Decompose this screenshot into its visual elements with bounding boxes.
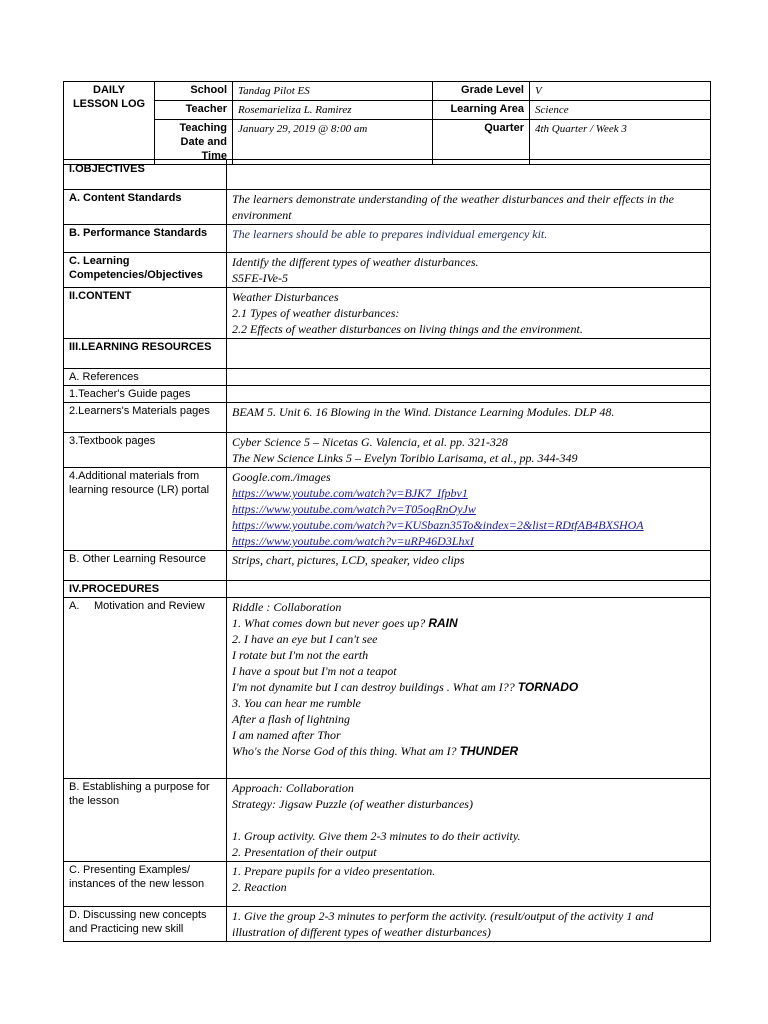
riddle-title: Riddle : Collaboration bbox=[232, 600, 342, 614]
motivation-letter: A. bbox=[69, 600, 80, 612]
additional-materials-value bbox=[227, 468, 711, 551]
textbook-line-2: The New Science Links 5 – Evelyn Toribio Larisama, et al., pp. 344-349 bbox=[232, 451, 578, 465]
quarter-label: Quarter bbox=[433, 120, 530, 165]
content-line-3: 2.2 Effects of weather disturbances on living things and the environment. bbox=[232, 322, 583, 336]
date-label: Teaching Date and Time bbox=[155, 120, 233, 165]
content-line-1: Weather Disturbances bbox=[232, 290, 339, 304]
examples-value bbox=[227, 862, 711, 907]
examples-step-2: 2. Reaction bbox=[232, 880, 287, 894]
riddle-2-answer: TORNADO bbox=[517, 680, 579, 694]
quarter-value: 4th Quarter / Week 3 bbox=[530, 120, 711, 165]
purpose-value bbox=[227, 779, 711, 862]
textbook-line-1: Cyber Science 5 – Nicetas G. Valencia, et al. pp. 321-328 bbox=[232, 435, 508, 449]
content-heading: II.CONTENT bbox=[64, 288, 227, 339]
content-line-2: 2.1 Types of weather disturbances: bbox=[232, 306, 400, 320]
additional-materials-label: 4.Additional materials from learning resource (LR) portal bbox=[64, 468, 227, 551]
riddle-2c: I have a spout but I'm not a teapot bbox=[232, 664, 397, 678]
purpose-step-2: 2. Presentation of their output bbox=[232, 845, 377, 859]
discussing-label: D. Discussing new concepts and Practicing new skill bbox=[64, 907, 227, 942]
examples-label: C. Presenting Examples/ instances of the new lesson bbox=[64, 862, 227, 907]
date-value: January 29, 2019 @ 8:00 am bbox=[233, 120, 433, 165]
textbook-value bbox=[227, 433, 711, 468]
daily-lesson-log-title: DAILY LESSON LOG bbox=[64, 82, 155, 165]
purpose-label: B. Establishing a purpose for the lesson bbox=[64, 779, 227, 862]
performance-standards-label: B. Performance Standards bbox=[64, 225, 227, 253]
riddle-3a: 3. You can hear me rumble bbox=[232, 696, 361, 710]
riddle-2b: I rotate but I'm not the earth bbox=[232, 648, 369, 662]
learning-resources-heading: III.LEARNING RESOURCES bbox=[64, 339, 227, 369]
school-value: Tandag Pilot ES bbox=[233, 82, 433, 101]
riddle-1 bbox=[232, 615, 705, 631]
grade-label: Grade Level bbox=[433, 82, 530, 101]
competencies-label: C. Learning Competencies/Objectives bbox=[64, 253, 227, 288]
riddle-2d-text: I'm not dynamite but I can destroy buildings . What am I?? bbox=[232, 680, 515, 694]
references-label: A. References bbox=[64, 369, 227, 386]
riddle-3b: After a flash of lightning bbox=[232, 712, 351, 726]
content-standards-value: The learners demonstrate understanding of the weather disturbances and their effects in the environment bbox=[227, 190, 711, 225]
objectives-empty bbox=[227, 160, 711, 190]
competencies-line-1: Identify the different types of weather disturbances. bbox=[232, 255, 479, 269]
riddle-3c: I am named after Thor bbox=[232, 728, 341, 742]
performance-standards-value: The learners should be able to prepares individual emergency kit. bbox=[227, 225, 711, 253]
lesson-table bbox=[63, 159, 711, 942]
content-standards-label: A. Content Standards bbox=[64, 190, 227, 225]
google-images-text: Google.com./images bbox=[232, 470, 331, 484]
objectives-heading: I.OBJECTIVES bbox=[64, 160, 227, 190]
youtube-link-3[interactable]: https://www.youtube.com/watch?v=KUSbazn35To&index=2&list=RDtfAB4BXSHOA bbox=[232, 518, 644, 532]
teachers-guide-label: 1.Teacher's Guide pages bbox=[64, 386, 227, 403]
header-table bbox=[63, 81, 711, 165]
learners-materials-value: BEAM 5. Unit 6. 16 Blowing in the Wind. Distance Learning Modules. DLP 48. bbox=[227, 403, 711, 433]
riddle-3-answer: THUNDER bbox=[459, 744, 519, 758]
discussing-value: 1. Give the group 2-3 minutes to perform the activity. (result/output of the activity 1 and illustration of different types of weather disturbances) bbox=[227, 907, 711, 942]
examples-step-1: 1. Prepare pupils for a video presentation. bbox=[232, 864, 436, 878]
grade-value: V bbox=[530, 82, 711, 101]
textbook-label: 3.Textbook pages bbox=[64, 433, 227, 468]
purpose-strategy: Strategy: Jigsaw Puzzle (of weather disturbances) bbox=[232, 797, 473, 811]
motivation-value bbox=[227, 598, 711, 779]
youtube-link-2[interactable]: https://www.youtube.com/watch?v=T05oqRnOyJw bbox=[232, 502, 476, 516]
other-resource-value: Strips, chart, pictures, LCD, speaker, video clips bbox=[227, 551, 711, 581]
teachers-guide-empty bbox=[227, 386, 711, 403]
motivation-label: Motivation and Review bbox=[94, 600, 205, 612]
learners-materials-label: 2.Learners's Materials pages bbox=[64, 403, 227, 433]
riddle-1-text: 1. What comes down but never goes up? bbox=[232, 616, 426, 630]
competencies-code: S5FE-IVe-5 bbox=[232, 271, 288, 285]
area-label: Learning Area bbox=[433, 101, 530, 120]
area-value: Science bbox=[530, 101, 711, 120]
riddle-2d bbox=[232, 679, 705, 695]
purpose-spacer bbox=[232, 812, 705, 828]
youtube-link-1[interactable]: https://www.youtube.com/watch?v=BJK7_Ifpbv1 bbox=[232, 486, 468, 500]
procedures-empty bbox=[227, 581, 711, 598]
motivation-label-cell bbox=[64, 598, 227, 779]
competencies-value bbox=[227, 253, 711, 288]
learning-resources-empty bbox=[227, 339, 711, 369]
riddle-3d bbox=[232, 743, 705, 759]
other-resource-label: B. Other Learning Resource bbox=[64, 551, 227, 581]
riddle-3d-text: Who's the Norse God of this thing. What am I? bbox=[232, 744, 457, 758]
teacher-value: Rosemarieliza L. Ramirez bbox=[233, 101, 433, 120]
procedures-heading: IV.PROCEDURES bbox=[64, 581, 227, 598]
content-value bbox=[227, 288, 711, 339]
teacher-label: Teacher bbox=[155, 101, 233, 120]
purpose-approach: Approach: Collaboration bbox=[232, 781, 354, 795]
school-label: School bbox=[155, 82, 233, 101]
riddle-2a: 2. I have an eye but I can't see bbox=[232, 632, 378, 646]
purpose-step-1: 1. Group activity. Give them 2-3 minutes to do their activity. bbox=[232, 829, 521, 843]
youtube-link-4[interactable]: https://www.youtube.com/watch?v=uRP46D3LhxI bbox=[232, 534, 474, 548]
riddle-1-answer: RAIN bbox=[428, 616, 458, 630]
references-empty bbox=[227, 369, 711, 386]
